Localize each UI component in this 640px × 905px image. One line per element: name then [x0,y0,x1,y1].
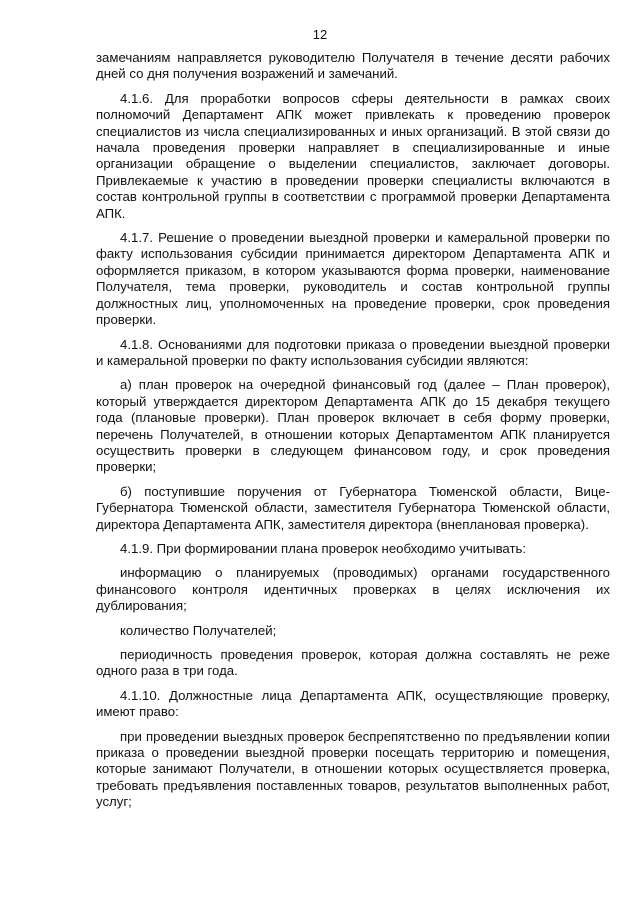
paragraph-item-b: б) поступившие поручения от Губернатора Тюменской области, Вице-Губернатора Тюменской области, заместителя Губернатора Тюменской области, директора Департамента АПК, заместителя директора (внеплановая проверка). [96,483,610,532]
paragraph-periodicity: периодичность проведения проверок, которая должна составлять не реже одного раза в три года. [96,647,610,679]
paragraph-4-1-9: 4.1.9. При формировании плана проверок необходимо учитывать: [120,540,527,556]
document-body [96,50,610,819]
paragraph-4-1-10: 4.1.10. Должностные лица Департамента АПК, осуществляющие проверку, имеют право: [96,687,610,720]
paragraph-4-1-7: 4.1.7. Решение о проведении выездной проверки и камеральной проверки по факту использования субсидии принимается директором Департамента АПК и оформляется приказом, в котором указываются форма проверки, наименование Получателя, тема проверки, руководитель и состав контрольной группы должностных лиц, уполномоченных на проведение проверки, срок проведения проверки. [96,230,610,328]
paragraph-4-1-8: 4.1.8. Основаниями для подготовки приказа о проведении выездной проверки и камеральной проверки по факту использования субсидии являются: [96,336,610,368]
paragraph-item-a: а) план проверок на очередной финансовый год (далее – План проверок), который утверждается директором Департамента АПК до 15 декабря текущего года (плановые проверки). План проверок включает в себя форму проверки, перечень Получателей, в отношении которых Департаментом АПК планируется осуществить проверки в следующем финансовом году, и срок проведения проверки; [96,377,610,475]
paragraph-4-1-6: 4.1.6. Для проработки вопросов сферы деятельности в рамках своих полномочий Департамент АПК может привлекать к проведению проверок специалистов из числа специализированных и иных организаций. В этой связи до начала проведения проверки направляет в специализированные и иные организации обращение о выделении специалистов, заключает договоры. Привлекаемые к участию в проведении проверки специалисты включаются в состав контрольной группы в соответствии с программой проверки Департамента АПК. [96,90,610,221]
paragraph-info-control: информацию о планируемых (проводимых) органами государственного финансового контроля идентичных проверках в целях исключения их дублирования; [96,565,610,614]
paragraph-recipient-count: количество Получателей; [120,622,277,638]
paragraph-onsite-rights: при проведении выездных проверок беспрепятственно по предъявлении копии приказа о проведении выездной проверки посещать территорию и помещения, которые занимают Получатели, в отношении которых осуществляется проверка, требовать предъявления поставленных товаров, результатов выполненных работ, услуг; [96,728,610,810]
paragraph-continuation: замечаниям направляется руководителю Получателя в течение десяти рабочих дней со дня получения возражений и замечаний. [96,50,610,82]
page-number: 12 [312,27,328,42]
